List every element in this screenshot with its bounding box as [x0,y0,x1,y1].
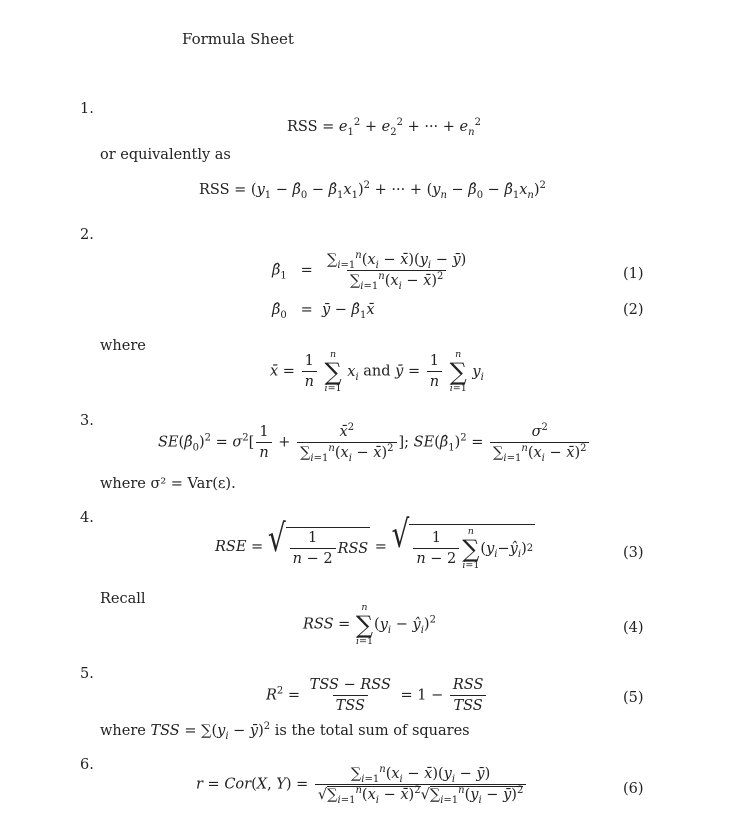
standard-error-equations: $SE(\betâ_0)^2 = \sigma^2$[ $\frac{1}{n}$ + $\frac{x̄^2}{\sum_{i=1}^n(x_i - x̄)^2}$ ]; $SE(\betâ_1)^2$ = $\frac{\sigma^2}{\sum_{i=1}^n(x_i - x̄)^2}$ [158,424,591,461]
item-number-2: 2. [80,227,94,243]
correlation-equation: r = Cor(X, Y) = $\frac{\sum_{i=1}^n(x_i - x̄)(y_i - ȳ)}{√\sum_{i=1}^n(x_i - x̄)^2√\sum_{i=1}^n(y_i - ȳ)^2}$ [196,766,528,803]
equation-number-1: (1) [623,266,644,282]
equation-number-5: (5) [623,690,644,706]
beta0-equation: $\betâ_0$ = ȳ − $\betâ_1x̄$ [272,302,375,321]
equivalently-text: or equivalently as [100,147,231,163]
tss-definition: where TSS = $\sum(y_i$ − ȳ)$^2$ is the total sum of squares [100,721,470,742]
item-number-4: 4. [80,510,94,526]
recall-text: Recall [100,591,146,607]
item-number-3: 3. [80,413,94,429]
equation-number-3: (3) [623,545,644,561]
where-text-2: where [100,338,146,354]
equation-number-4: (4) [623,620,644,636]
page-title: Formula Sheet [182,30,294,48]
rss-equation: RSS = $e_1^2 + e_2^2$ + ··· + $e_n^2$ [287,117,481,138]
item-number-5: 5. [80,666,94,682]
mean-definitions: x̄ = $\frac{1}{n}$ n ∑ i=1 $x_i$ and ȳ = $\frac{1}{n}$ n ∑ i=1 $y_i$ [270,349,484,394]
item-number-1: 1. [80,101,94,117]
equation-number-6: (6) [623,781,644,797]
rse-equation: RSE = √ $\frac{1}{n - 2}$ RSS = √ $\frac{1}{n - 2}$ n ∑ i=1 ( $y_i$ − $ŷ_i$ ) 2 [215,511,534,571]
where-text-3: where σ² = Var(ε). [100,476,236,492]
rss-expanded-equation: RSS = ($y_1$ − $\betâ_0$ − $\betâ_1x_1)^2$ + ··· + ($y_n$ − $\betâ_0$ − $\betâ_1x_n)^2$ [199,180,546,201]
equation-number-2: (2) [623,302,644,318]
where-text-5: where [100,723,151,739]
item-number-6: 6. [80,757,94,773]
tss-description: is the total sum of squares [270,723,470,739]
r-squared-equation: $R^2$ = $\frac{\text{TSS − RSS}}{\text{TSS}}$ = 1 − $\frac{\text{RSS}}{\text{TSS}}$ [266,677,488,714]
beta1-equation: $\betâ_1$ = $\frac{\sum_{i=1}^n(x_i - x̄)(y_i - ȳ)}{\sum_{i=1}^n(x_i - x̄)^2}$ [272,250,467,292]
rss-sum-equation: RSS = n ∑ i=1 ($y_i$ − $ŷ_i)^2$ [303,602,436,647]
